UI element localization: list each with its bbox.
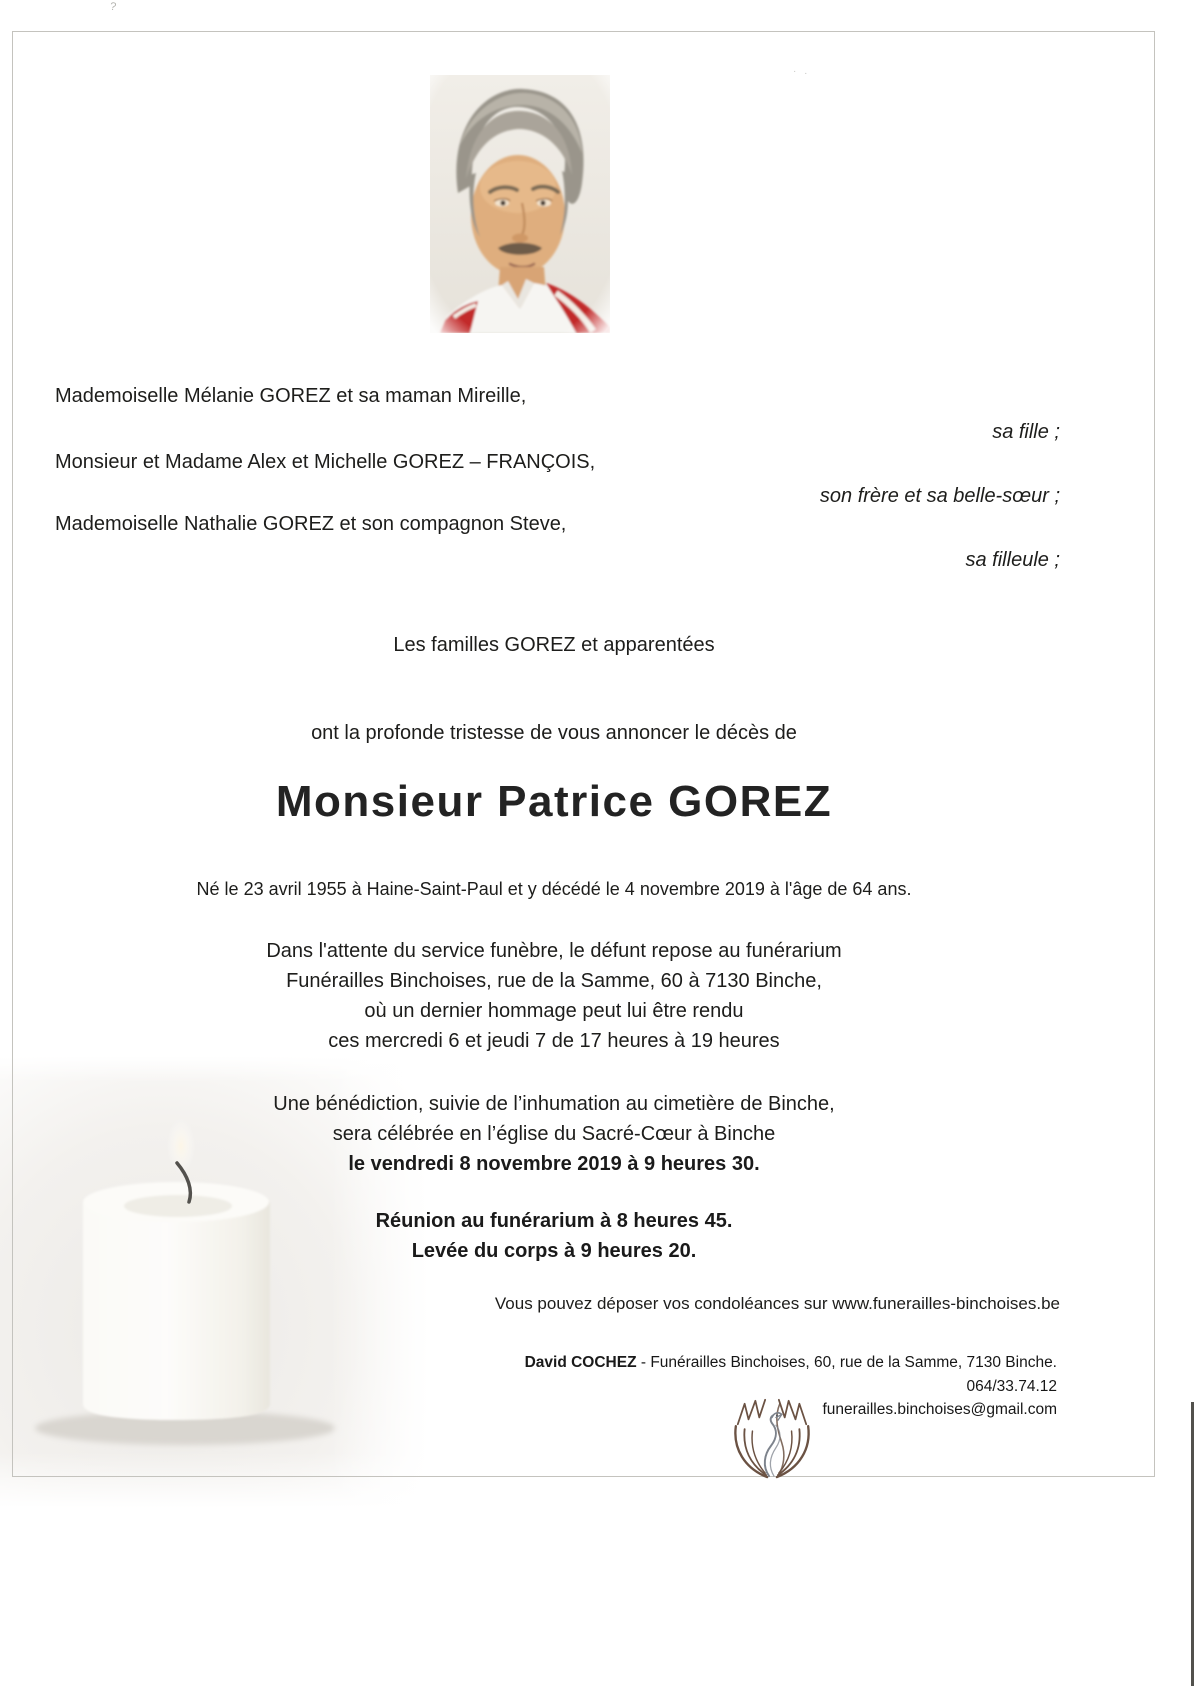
phoenix-logo-icon [722, 1392, 822, 1480]
mourner-line-1: Mademoiselle Mélanie GOREZ et sa maman Mireille, [55, 385, 527, 407]
funeral-home-phone: 064/33.74.12 [966, 1377, 1057, 1395]
phoenix-logo-drawing [722, 1392, 822, 1480]
portrait-illustration [430, 75, 610, 333]
relation-line-2: son frère et sa belle-sœur ; [819, 485, 1060, 507]
ceremony-paragraph [0, 1089, 1108, 1179]
mourner-line-2: Monsieur et Madame Alex et Michelle GOREZ – FRANÇOIS, [55, 451, 596, 473]
mourner-line-3: Mademoiselle Nathalie GOREZ et son compagnon Steve, [55, 513, 567, 535]
ceremony-date-line: le vendredi 8 novembre 2019 à 9 heures 30. [348, 1153, 760, 1175]
repose-line-1: Dans l'attente du service funèbre, le défunt repose au funérarium [266, 940, 842, 962]
ceremony-line-1: Une bénédiction, suivie de l’inhumation au cimetière de Binche, [273, 1093, 835, 1115]
scan-artifact-mark: ? [109, 0, 117, 14]
birth-death-line: Né le 23 avril 1955 à Haine-Saint-Paul et y décédé le 4 novembre 2019 à l'âge de 64 ans. [196, 879, 912, 899]
repose-paragraph [0, 936, 1108, 1056]
meeting-line-2: Levée du corps à 9 heures 20. [411, 1240, 697, 1262]
meeting-paragraph [0, 1206, 1108, 1266]
ceremony-line-2: sera célébrée en l’église du Sacré-Cœur à Binche [332, 1123, 776, 1145]
relation-line-3: sa filleule ; [965, 549, 1060, 571]
announcement-line: ont la profonde tristesse de vous annoncer le décès de [311, 722, 797, 744]
condolences-line: Vous pouvez déposer vos condoléances sur www.funerailles-binchoises.be [494, 1294, 1060, 1313]
funeral-director-name: David COCHEZ [524, 1354, 637, 1371]
funeral-director-line [417, 1351, 1057, 1375]
repose-line-4: ces mercredi 6 et jeudi 7 de 17 heures à 19 heures [328, 1030, 780, 1052]
meeting-line-1: Réunion au funérarium à 8 heures 45. [375, 1210, 733, 1232]
relation-line-1: sa fille ; [992, 421, 1060, 443]
funeral-home-address: - Funérailles Binchoises, 60, rue de la Samme, 7130 Binche. [636, 1354, 1057, 1371]
repose-line-3: où un dernier hommage peut lui être rendu [364, 1000, 744, 1022]
portrait-photo [430, 75, 610, 333]
families-line: Les familles GOREZ et apparentées [393, 634, 715, 656]
funeral-home-email: funerailles.binchoises@gmail.com [822, 1401, 1057, 1418]
deceased-name: Monsieur Patrice GOREZ [275, 777, 833, 826]
repose-line-2: Funérailles Binchoises, rue de la Samme, 60 à 7130 Binche, [286, 970, 822, 992]
scan-artifact-dots: ·. [793, 66, 816, 77]
